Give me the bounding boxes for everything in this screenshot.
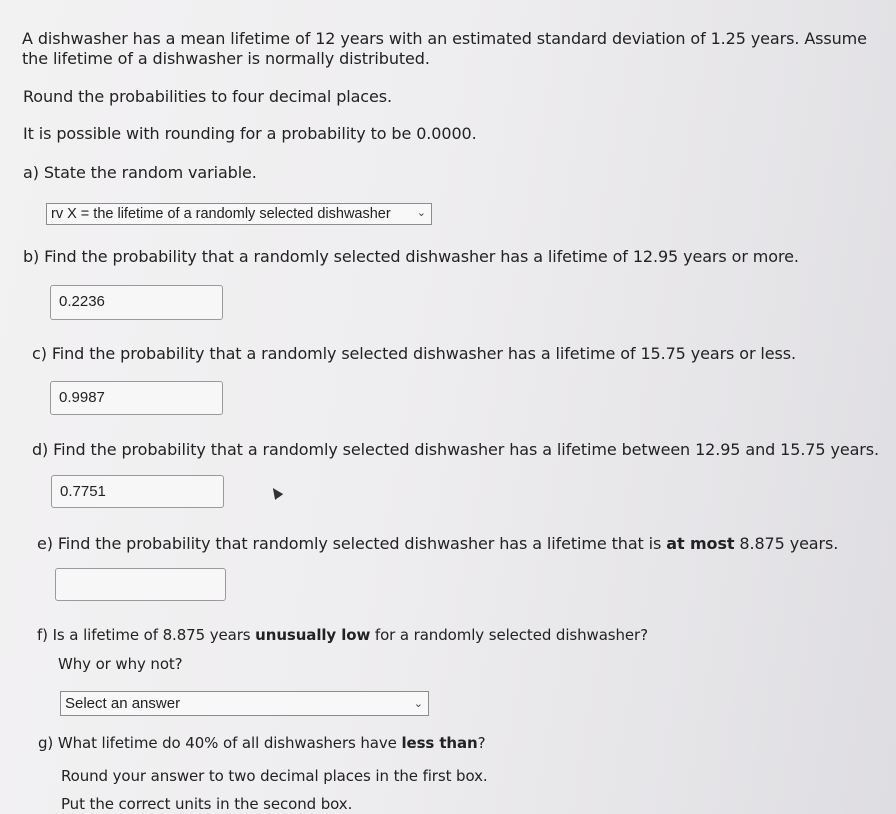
question-f-why: Why or why not?	[58, 655, 183, 673]
unusual-answer-select[interactable]	[60, 691, 429, 716]
answer-c-input[interactable]: 0.9987	[50, 381, 223, 415]
question-d: d) Find the probability that a randomly selected dishwasher has a lifetime between 12.95 and 15.75 years.	[32, 440, 879, 459]
answer-b-input[interactable]: 0.2236	[50, 285, 223, 320]
question-g-round-note: Round your answer to two decimal places in the first box.	[61, 767, 488, 785]
random-variable-select-value: rv X = the lifetime of a randomly selected dishwasher	[51, 206, 391, 222]
intro-line-1: A dishwasher has a mean lifetime of 12 years with an estimated standard deviation of 1.25 years. Assume	[22, 29, 867, 48]
intro-line-2: the lifetime of a dishwasher is normally distributed.	[22, 49, 430, 68]
question-f: f) Is a lifetime of 8.875 years unusually low for a randomly selected dishwasher?	[37, 626, 648, 644]
mouse-cursor-icon	[269, 485, 284, 500]
question-e: e) Find the probability that randomly selected dishwasher has a lifetime that is at most 8.875 years.	[37, 534, 839, 553]
question-g: g) What lifetime do 40% of all dishwashers have less than?	[38, 734, 486, 752]
question-g-units-note: Put the correct units in the second box.	[61, 795, 353, 813]
chevron-down-icon: ⌄	[413, 698, 423, 710]
answer-e-input[interactable]	[55, 568, 226, 601]
random-variable-select[interactable]	[46, 203, 432, 225]
unusual-answer-select-value: Select an answer	[65, 695, 181, 712]
question-a: a) State the random variable.	[23, 163, 257, 182]
chevron-down-icon: ⌄	[416, 207, 426, 219]
question-c: c) Find the probability that a randomly selected dishwasher has a lifetime of 15.75 years or less.	[32, 344, 796, 363]
question-b: b) Find the probability that a randomly selected dishwasher has a lifetime of 12.95 years or more.	[23, 247, 799, 266]
answer-d-input[interactable]: 0.7751	[51, 475, 224, 508]
rounding-instruction: Round the probabilities to four decimal places.	[23, 87, 392, 106]
rounding-note: It is possible with rounding for a probability to be 0.0000.	[23, 124, 477, 143]
